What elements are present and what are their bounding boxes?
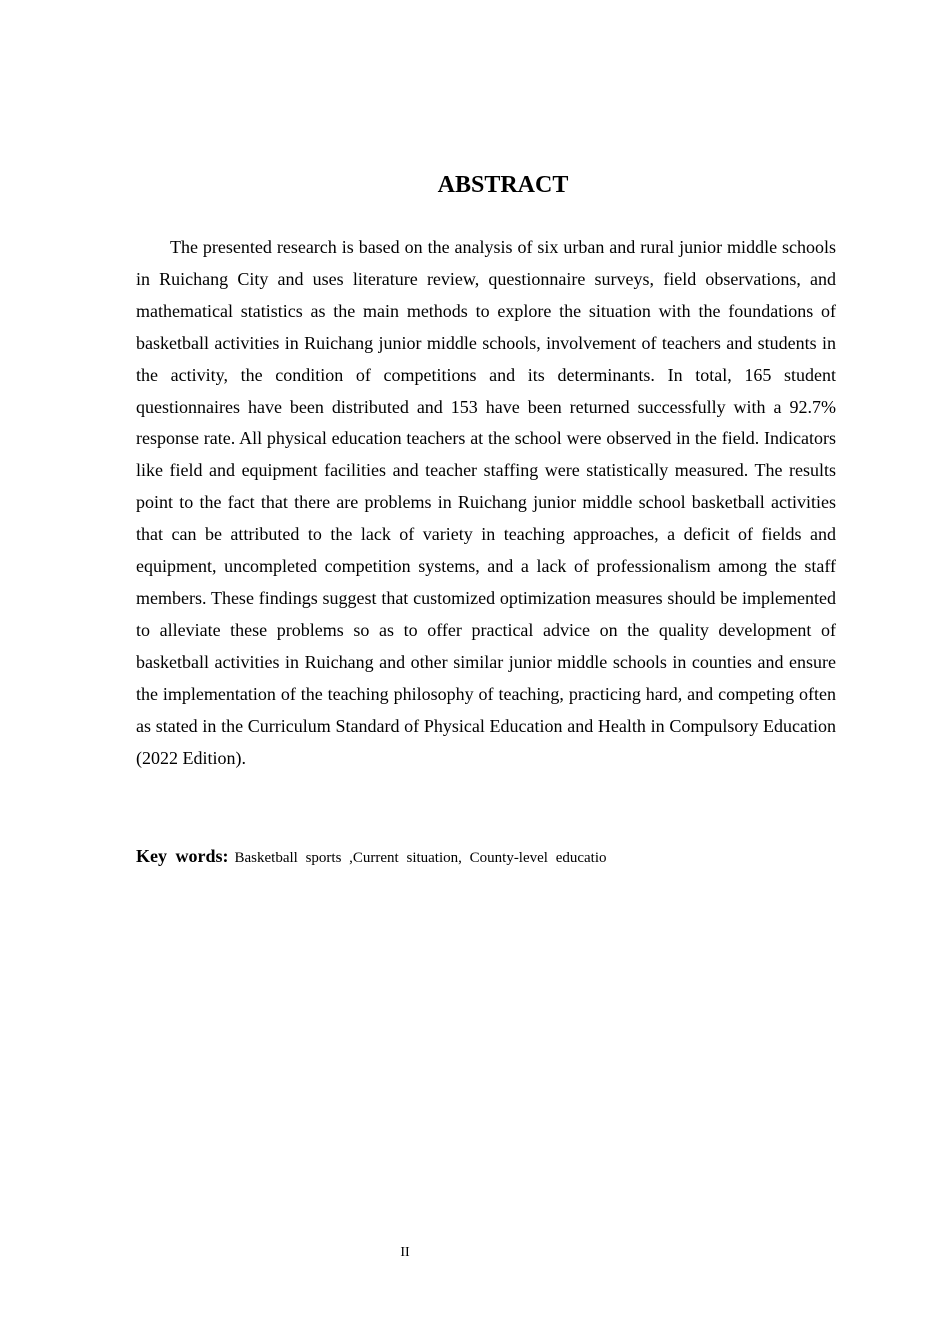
page-number: II [400, 1245, 410, 1260]
abstract-title: ABSTRACT [437, 172, 569, 198]
keywords-label: Key words: [136, 846, 229, 866]
keywords-value: Basketball sports ,Current situation, County-level educatio [234, 850, 607, 866]
keywords-line [136, 842, 836, 872]
abstract-body: The presented research is based on the analysis of six urban and rural junior middle schools in Ruichang City and uses literature review, questionnaire surveys, field observations, and mathematical statistics as the main methods to explore the situation with the foundations of basketball activities in Ruichang junior middle schools, involvement of teachers and students in the activity, the condition of competitions and its determinants. In total, 165 student questionnaires have been distributed and 153 have been returned successfully with a 92.7% response rate. All physical education teachers at the school were observed in the field. Indicators like field and equipment facilities and teacher staffing were statistically measured. The results point to the fact that there are problems in Ruichang junior middle school basketball activities that can be attributed to the lack of variety in teaching approaches, a deficit of fields and equipment, uncompleted competition systems, and a lack of professionalism among the staff members. These findings suggest that customized optimization measures should be implemented to alleviate these problems so as to offer practical advice on the quality development of basketball activities in Ruichang and other similar junior middle schools in counties and ensure the implementation of the teaching philosophy of teaching, practicing hard, and competing often as stated in the Curriculum Standard of Physical Education and Health in Compulsory Education (2022 Edition). [136, 237, 836, 768]
